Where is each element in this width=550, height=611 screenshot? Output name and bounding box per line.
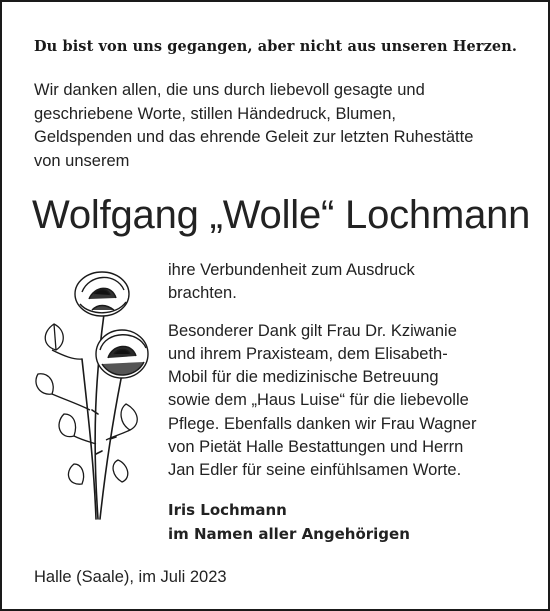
- intro-paragraph: [34, 79, 534, 173]
- headline: Du bist von uns gegangen, aber nicht aus unseren Herzen.: [34, 38, 518, 55]
- body-line: und ihrem Praxisteam, dem Elisabeth-: [168, 344, 448, 363]
- roses-icon: [34, 264, 154, 524]
- body-line: ihre Verbundenheit zum Ausdruck: [168, 261, 415, 279]
- signature: [168, 498, 538, 546]
- body-line: brachten.: [168, 284, 237, 303]
- place-date: Halle (Saale), im Juli 2023: [34, 568, 227, 586]
- rose-lower: [96, 330, 148, 378]
- intro-line: Wir danken allen, die uns durch liebevoll gesagte und: [34, 81, 425, 99]
- intro-line: von unserem: [34, 151, 130, 170]
- body-line: Jan Edler für seine einfühlsamen Worte.: [168, 461, 462, 480]
- intro-line: geschriebene Worte, stillen Händedruck, Blumen,: [34, 104, 396, 123]
- body-line: von Pietät Halle Bestattungen und Herrn: [168, 438, 464, 457]
- signature-line: im Namen aller Angehörigen: [168, 525, 410, 543]
- thanks-paragraph: [168, 259, 538, 483]
- body-line: Mobil für die medizinische Betreuung: [168, 368, 439, 387]
- paragraph-gap: [168, 306, 538, 320]
- body-line: Pflege. Ebenfalls danken wir Frau Wagner: [168, 414, 477, 433]
- rose-upper: [75, 272, 129, 316]
- intro-line: Geldspenden und das ehrende Geleit zur letzten Ruhestätte: [34, 128, 474, 146]
- signature-line: Iris Lochmann: [168, 501, 287, 519]
- deceased-name: Wolfgang „Wolle“ Lochmann: [32, 193, 531, 237]
- body-line: sowie dem „Haus Luise“ für die liebevolle: [168, 391, 469, 410]
- body-line: Besonderer Dank gilt Frau Dr. Kziwanie: [168, 321, 457, 340]
